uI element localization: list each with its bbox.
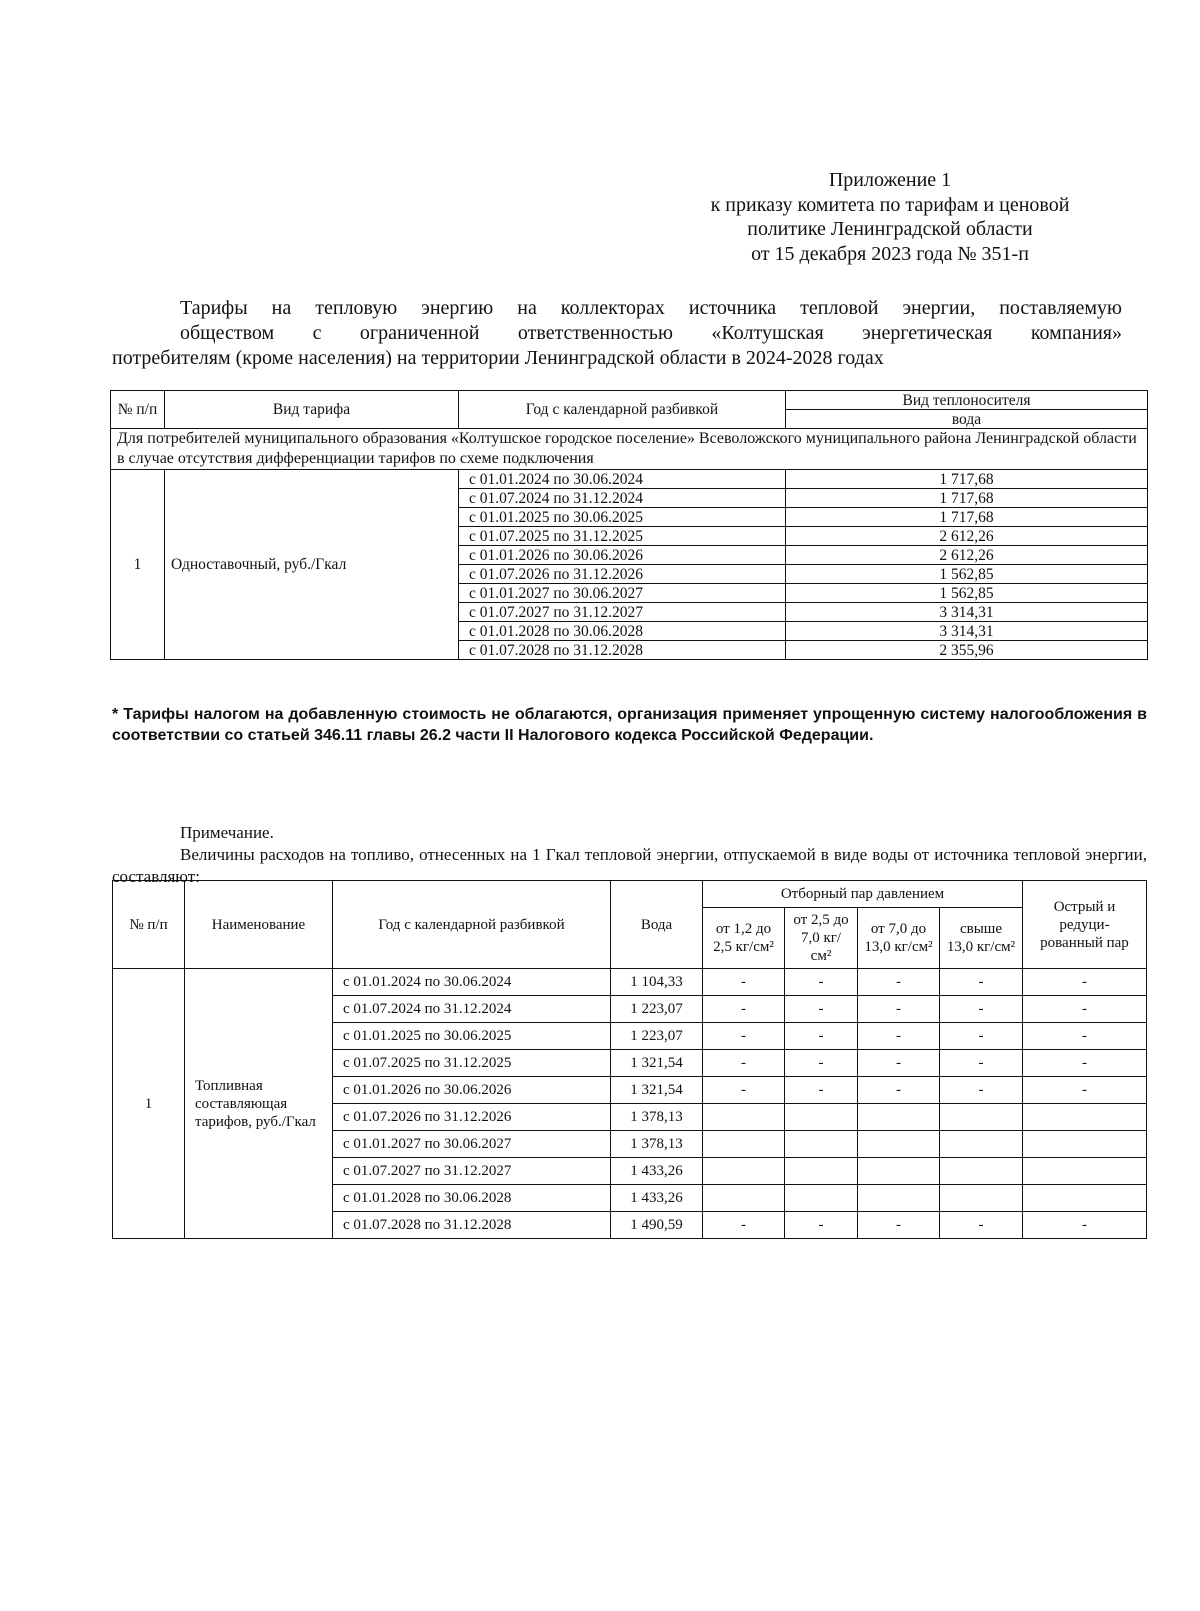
appendix-line: от 15 декабря 2023 года № 351-п bbox=[751, 242, 1029, 265]
group-row: Для потребителей муниципального образования «Колтушское городское поселение» Всеволожского муниципального района Ленинградской области в случае отсутствия дифференциации тарифов по схеме подключения bbox=[111, 429, 1148, 470]
steam-cell bbox=[1023, 1131, 1147, 1158]
water-cell: 1 321,54 bbox=[611, 1050, 703, 1077]
steam-cell bbox=[858, 1185, 940, 1212]
steam-cell: - bbox=[940, 969, 1023, 996]
appendix-header bbox=[640, 168, 1140, 266]
steam-cell: - bbox=[785, 969, 858, 996]
steam-cell bbox=[703, 1185, 785, 1212]
table-row bbox=[113, 969, 1147, 996]
steam-cell: - bbox=[703, 1212, 785, 1239]
steam-cell: - bbox=[858, 1212, 940, 1239]
steam-cell: - bbox=[1023, 1077, 1147, 1104]
steam-cell: - bbox=[940, 996, 1023, 1023]
period-cell: с 01.01.2028 по 30.06.2028 bbox=[459, 622, 786, 641]
header-p1: от 1,2 до 2,5 кг/см² bbox=[703, 908, 785, 969]
steam-cell: - bbox=[703, 1077, 785, 1104]
period-cell: с 01.07.2024 по 31.12.2024 bbox=[333, 996, 611, 1023]
value-cell: 2 355,96 bbox=[786, 641, 1148, 660]
period-cell: с 01.01.2028 по 30.06.2028 bbox=[333, 1185, 611, 1212]
period-cell: с 01.01.2025 по 30.06.2025 bbox=[333, 1023, 611, 1050]
value-cell: 3 314,31 bbox=[786, 622, 1148, 641]
steam-cell: - bbox=[858, 1077, 940, 1104]
steam-cell bbox=[858, 1131, 940, 1158]
period-cell: с 01.07.2025 по 31.12.2025 bbox=[333, 1050, 611, 1077]
period-cell: с 01.07.2027 по 31.12.2027 bbox=[333, 1158, 611, 1185]
period-cell: с 01.07.2028 по 31.12.2028 bbox=[459, 641, 786, 660]
water-cell: 1 490,59 bbox=[611, 1212, 703, 1239]
steam-cell: - bbox=[785, 1050, 858, 1077]
period-cell: с 01.01.2026 по 30.06.2026 bbox=[459, 546, 786, 565]
note-text: Величины расходов на топливо, отнесенных на 1 Гкал тепловой энергии, отпускаемой в виде воды от источника тепловой энергии, составляют: bbox=[112, 845, 1147, 886]
water-cell: 1 223,07 bbox=[611, 996, 703, 1023]
steam-cell bbox=[1023, 1185, 1147, 1212]
header-type: Вид тарифа bbox=[165, 391, 459, 429]
period-cell: с 01.07.2024 по 31.12.2024 bbox=[459, 489, 786, 508]
header-water: Вода bbox=[611, 881, 703, 969]
appendix-line: политике Ленинградской области bbox=[747, 218, 1033, 240]
header-sharp: Острый и редуци-рованный пар bbox=[1023, 881, 1147, 969]
period-cell: с 01.01.2025 по 30.06.2025 bbox=[459, 508, 786, 527]
row-num: 1 bbox=[113, 969, 185, 1239]
period-cell: с 01.01.2027 по 30.06.2027 bbox=[333, 1131, 611, 1158]
period-cell: с 01.01.2026 по 30.06.2026 bbox=[333, 1077, 611, 1104]
period-cell: с 01.01.2024 по 30.06.2024 bbox=[333, 969, 611, 996]
period-cell: с 01.07.2026 по 31.12.2026 bbox=[459, 565, 786, 584]
steam-cell bbox=[858, 1158, 940, 1185]
row-num: 1 bbox=[111, 470, 165, 660]
steam-cell: - bbox=[785, 1077, 858, 1104]
document-title bbox=[112, 296, 1122, 371]
steam-cell bbox=[1023, 1104, 1147, 1131]
steam-cell bbox=[858, 1104, 940, 1131]
water-cell: 1 321,54 bbox=[611, 1077, 703, 1104]
row-name: Топливная составляющая тарифов, руб./Гкал bbox=[185, 969, 333, 1239]
steam-cell: - bbox=[703, 969, 785, 996]
water-cell: 1 378,13 bbox=[611, 1131, 703, 1158]
steam-cell: - bbox=[940, 1050, 1023, 1077]
steam-cell: - bbox=[785, 1212, 858, 1239]
note-heading: Примечание. bbox=[180, 823, 274, 842]
steam-cell: - bbox=[1023, 996, 1147, 1023]
header-num: № п/п bbox=[111, 391, 165, 429]
fuel-component-table bbox=[112, 880, 1147, 1239]
steam-cell: - bbox=[1023, 1023, 1147, 1050]
tariff-table bbox=[110, 390, 1148, 660]
steam-cell bbox=[785, 1104, 858, 1131]
steam-cell bbox=[703, 1131, 785, 1158]
steam-cell: - bbox=[1023, 1050, 1147, 1077]
value-cell: 3 314,31 bbox=[786, 603, 1148, 622]
header-period: Год с календарной разбивкой bbox=[333, 881, 611, 969]
steam-cell bbox=[703, 1104, 785, 1131]
header-water: вода bbox=[786, 410, 1148, 429]
title-line: Тарифы на тепловую энергию на коллекторах источника тепловой энергии, поставляемую bbox=[180, 297, 1122, 319]
water-cell: 1 223,07 bbox=[611, 1023, 703, 1050]
value-cell: 1 717,68 bbox=[786, 508, 1148, 527]
water-cell: 1 433,26 bbox=[611, 1158, 703, 1185]
steam-cell bbox=[940, 1158, 1023, 1185]
table-row bbox=[111, 470, 1148, 489]
steam-cell: - bbox=[940, 1212, 1023, 1239]
value-cell: 1 717,68 bbox=[786, 470, 1148, 489]
header-p2: от 2,5 до 7,0 кг/см² bbox=[785, 908, 858, 969]
appendix-line: Приложение 1 bbox=[828, 169, 952, 191]
value-cell: 2 612,26 bbox=[786, 527, 1148, 546]
header-carrier: Вид теплоносителя bbox=[786, 391, 1148, 410]
steam-cell: - bbox=[703, 1050, 785, 1077]
appendix-line: к приказу комитета по тарифам и ценовой bbox=[710, 193, 1070, 216]
water-cell: 1 433,26 bbox=[611, 1185, 703, 1212]
header-num: № п/п bbox=[113, 881, 185, 969]
value-cell: 1 562,85 bbox=[786, 584, 1148, 603]
header-period: Год с календарной разбивкой bbox=[459, 391, 786, 429]
period-cell: с 01.07.2025 по 31.12.2025 bbox=[459, 527, 786, 546]
steam-cell bbox=[940, 1104, 1023, 1131]
period-cell: с 01.07.2026 по 31.12.2026 bbox=[333, 1104, 611, 1131]
header-p4: свыше 13,0 кг/см² bbox=[940, 908, 1023, 969]
title-line: потребителям (кроме населения) на территории Ленинградской области в 2024-2028 годах bbox=[112, 347, 884, 369]
title-line: обществом с ограниченной ответственностью «Колтушская энергетическая компания» bbox=[180, 322, 1122, 344]
water-cell: 1 104,33 bbox=[611, 969, 703, 996]
steam-cell bbox=[940, 1185, 1023, 1212]
period-cell: с 01.01.2024 по 30.06.2024 bbox=[459, 470, 786, 489]
steam-cell bbox=[785, 1185, 858, 1212]
water-cell: 1 378,13 bbox=[611, 1104, 703, 1131]
value-cell: 1 562,85 bbox=[786, 565, 1148, 584]
steam-cell bbox=[1023, 1158, 1147, 1185]
header-p3: от 7,0 до 13,0 кг/см² bbox=[858, 908, 940, 969]
value-cell: 2 612,26 bbox=[786, 546, 1148, 565]
steam-cell: - bbox=[940, 1077, 1023, 1104]
steam-cell: - bbox=[703, 1023, 785, 1050]
steam-cell bbox=[940, 1131, 1023, 1158]
tariff-type: Одноставочный, руб./Гкал bbox=[165, 470, 459, 660]
value-cell: 1 717,68 bbox=[786, 489, 1148, 508]
steam-cell: - bbox=[1023, 1212, 1147, 1239]
steam-cell: - bbox=[858, 969, 940, 996]
footnote: * Тарифы налогом на добавленную стоимость не облагаются, организация применяет упрощенную систему налогообложения в соответствии со статьей 346.11 главы 26.2 части II Налогового кодекса Российской Федерации. bbox=[112, 706, 1147, 744]
period-cell: с 01.07.2027 по 31.12.2027 bbox=[459, 603, 786, 622]
steam-cell: - bbox=[858, 1023, 940, 1050]
header-steam: Отборный пар давлением bbox=[703, 881, 1023, 908]
steam-cell: - bbox=[858, 1050, 940, 1077]
steam-cell bbox=[703, 1158, 785, 1185]
steam-cell bbox=[785, 1131, 858, 1158]
note bbox=[112, 822, 1147, 888]
steam-cell: - bbox=[858, 996, 940, 1023]
steam-cell: - bbox=[703, 996, 785, 1023]
steam-cell: - bbox=[940, 1023, 1023, 1050]
steam-cell bbox=[785, 1158, 858, 1185]
steam-cell: - bbox=[1023, 969, 1147, 996]
steam-cell: - bbox=[785, 996, 858, 1023]
period-cell: с 01.01.2027 по 30.06.2027 bbox=[459, 584, 786, 603]
header-name: Наименование bbox=[185, 881, 333, 969]
steam-cell: - bbox=[785, 1023, 858, 1050]
period-cell: с 01.07.2028 по 31.12.2028 bbox=[333, 1212, 611, 1239]
